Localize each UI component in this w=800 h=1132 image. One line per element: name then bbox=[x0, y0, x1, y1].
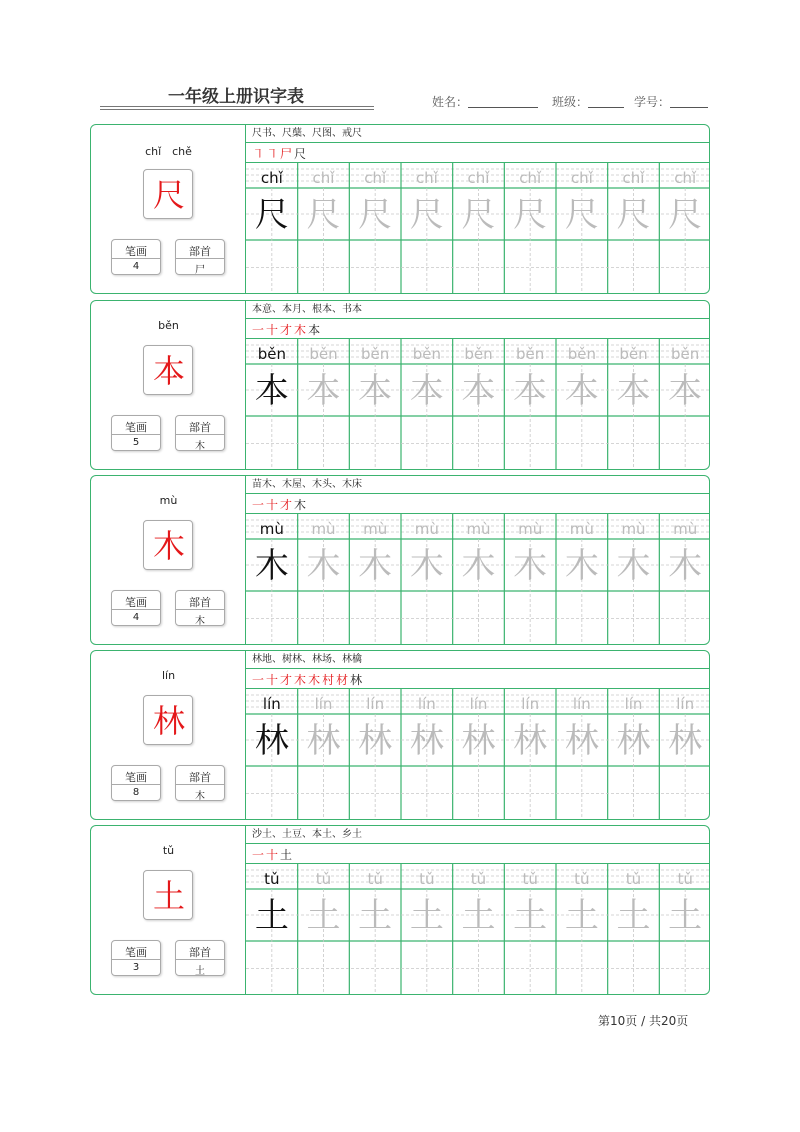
trace-char: 木 bbox=[564, 546, 599, 586]
trace-char: 尺 bbox=[513, 195, 548, 235]
stroke-step: 土 bbox=[280, 848, 293, 862]
char-display-box bbox=[143, 870, 193, 920]
trace-pinyin: lín bbox=[676, 695, 695, 713]
trace-char: 木 bbox=[306, 546, 341, 586]
radical-label: 部首 bbox=[189, 946, 211, 959]
char-display-box bbox=[143, 169, 193, 219]
page-number: 第10页 / 共20页 bbox=[598, 1014, 689, 1028]
title-underline-2 bbox=[100, 109, 374, 110]
trace-pinyin: mù bbox=[518, 520, 543, 538]
char-info-panel bbox=[91, 125, 246, 293]
trace-pinyin: mù bbox=[311, 520, 336, 538]
page-title: 一年级上册识字表 bbox=[168, 87, 304, 107]
stroke-step: 尺 bbox=[294, 147, 307, 161]
stroke-step: ㇕ bbox=[252, 147, 265, 161]
trace-char: 土 bbox=[409, 896, 444, 936]
trace-char: 林 bbox=[564, 721, 599, 761]
stroke-step: 木 bbox=[294, 498, 307, 512]
trace-pinyin: tǔ bbox=[264, 870, 280, 888]
student-id-field[interactable] bbox=[634, 93, 708, 110]
stroke-order bbox=[246, 494, 710, 514]
char-info-panel bbox=[91, 826, 246, 994]
trace-pinyin: běn bbox=[412, 345, 441, 363]
example-words: 林地、树林、林场、林檎 bbox=[246, 651, 710, 669]
stroke-step: 本 bbox=[308, 323, 321, 337]
trace-char: 林 bbox=[616, 721, 651, 761]
char-display: 土 bbox=[152, 877, 185, 915]
trace-char: 林 bbox=[409, 721, 444, 761]
char-info-panel bbox=[91, 651, 246, 819]
practice-grid[interactable] bbox=[246, 689, 710, 820]
practice-panel bbox=[246, 826, 710, 994]
trace-char: 尺 bbox=[668, 195, 703, 235]
trace-pinyin: chǐ bbox=[467, 169, 490, 187]
trace-pinyin: chǐ bbox=[312, 169, 335, 187]
trace-pinyin: tǔ bbox=[574, 870, 590, 888]
radical-label: 部首 bbox=[189, 596, 211, 609]
stroke-count-label: 笔画 bbox=[125, 421, 147, 434]
stroke-step: 尸 bbox=[280, 147, 293, 161]
trace-pinyin: tǔ bbox=[625, 870, 642, 888]
stroke-step: 十 bbox=[266, 673, 279, 687]
trace-char: 林 bbox=[668, 721, 703, 761]
trace-char: 土 bbox=[668, 896, 703, 936]
trace-pinyin: lín bbox=[572, 695, 591, 713]
stroke-count-box bbox=[111, 415, 161, 451]
stroke-step: 木 bbox=[294, 323, 307, 337]
trace-char: 林 bbox=[461, 721, 496, 761]
trace-pinyin: mù bbox=[673, 520, 698, 538]
trace-pinyin: lín bbox=[469, 695, 488, 713]
radical-label: 部首 bbox=[189, 771, 211, 784]
practice-grid[interactable] bbox=[246, 163, 710, 294]
radical-value: 土 bbox=[195, 966, 205, 977]
stroke-step: 十 bbox=[266, 498, 279, 512]
trace-pinyin: lín bbox=[624, 695, 643, 713]
radical-value: 木 bbox=[195, 791, 205, 802]
trace-pinyin: lín bbox=[314, 695, 333, 713]
trace-pinyin: mù bbox=[363, 520, 388, 538]
stroke-order bbox=[246, 319, 710, 339]
name-blank[interactable] bbox=[468, 95, 538, 108]
char-entry bbox=[90, 300, 710, 470]
radical-box bbox=[175, 415, 225, 451]
model-char: 本 bbox=[254, 371, 289, 411]
stroke-order bbox=[246, 143, 710, 163]
stroke-step: 一 bbox=[252, 848, 265, 862]
char-display-box bbox=[143, 695, 193, 745]
trace-pinyin: běn bbox=[567, 345, 596, 363]
stroke-count-label: 笔画 bbox=[125, 946, 147, 959]
page-header bbox=[0, 0, 800, 120]
model-char: 土 bbox=[254, 896, 289, 936]
practice-panel bbox=[246, 125, 710, 293]
practice-panel bbox=[246, 476, 710, 644]
trace-pinyin: běn bbox=[671, 345, 700, 363]
char-pinyin: tǔ bbox=[162, 844, 175, 857]
char-display: 林 bbox=[152, 702, 185, 740]
char-display: 尺 bbox=[152, 176, 185, 214]
trace-pinyin: tǔ bbox=[367, 870, 383, 888]
trace-pinyin: chǐ bbox=[364, 169, 387, 187]
stroke-step: 才 bbox=[280, 498, 293, 512]
stroke-step: 一 bbox=[252, 673, 265, 687]
trace-char: 尺 bbox=[461, 195, 496, 235]
name-label: 姓名： bbox=[432, 95, 469, 109]
trace-pinyin: mù bbox=[569, 520, 594, 538]
trace-pinyin: lín bbox=[366, 695, 385, 713]
trace-char: 木 bbox=[409, 546, 444, 586]
stroke-step: 才 bbox=[280, 673, 293, 687]
trace-pinyin: chǐ bbox=[260, 169, 283, 187]
trace-char: 本 bbox=[409, 371, 444, 411]
char-display-box bbox=[143, 345, 193, 395]
trace-char: 尺 bbox=[306, 195, 341, 235]
stroke-step: 材 bbox=[336, 673, 349, 687]
stroke-count-value: 3 bbox=[132, 962, 140, 973]
trace-char: 土 bbox=[564, 896, 599, 936]
trace-pinyin: tǔ bbox=[315, 870, 332, 888]
radical-box bbox=[175, 590, 225, 626]
example-words: 苗木、木屋、木头、木床 bbox=[246, 476, 710, 494]
trace-char: 土 bbox=[616, 896, 651, 936]
stroke-order bbox=[246, 669, 710, 689]
stroke-count-value: 8 bbox=[132, 787, 140, 798]
char-entry bbox=[90, 475, 710, 645]
trace-pinyin: běn bbox=[309, 345, 338, 363]
trace-char: 本 bbox=[513, 371, 548, 411]
stroke-step: 村 bbox=[322, 673, 335, 687]
stroke-count-value: 4 bbox=[132, 261, 140, 272]
char-info-panel bbox=[91, 301, 246, 469]
name-field[interactable] bbox=[432, 93, 538, 110]
char-pinyin: lín bbox=[161, 669, 176, 682]
trace-pinyin: lín bbox=[417, 695, 436, 713]
trace-char: 木 bbox=[358, 546, 393, 586]
stroke-step: ㇕ bbox=[266, 147, 279, 161]
trace-pinyin: chǐ bbox=[622, 169, 645, 187]
radical-box bbox=[175, 765, 225, 801]
trace-char: 土 bbox=[306, 896, 341, 936]
trace-char: 木 bbox=[513, 546, 548, 586]
stroke-count-box bbox=[111, 239, 161, 275]
example-words: 沙土、土豆、本土、乡土 bbox=[246, 826, 710, 844]
trace-pinyin: běn bbox=[464, 345, 493, 363]
model-char: 木 bbox=[254, 546, 289, 586]
radical-box bbox=[175, 940, 225, 976]
trace-char: 木 bbox=[668, 546, 703, 586]
trace-char: 本 bbox=[358, 371, 393, 411]
char-entry bbox=[90, 650, 710, 820]
stroke-step: 木 bbox=[308, 673, 321, 687]
trace-pinyin: běn bbox=[516, 345, 545, 363]
radical-label: 部首 bbox=[189, 245, 211, 258]
stroke-count-label: 笔画 bbox=[125, 771, 147, 784]
trace-char: 尺 bbox=[409, 195, 444, 235]
model-char: 尺 bbox=[254, 195, 289, 235]
trace-char: 木 bbox=[616, 546, 651, 586]
trace-char: 本 bbox=[461, 371, 496, 411]
trace-char: 木 bbox=[461, 546, 496, 586]
trace-pinyin: tǔ bbox=[522, 870, 538, 888]
student-id-label: 学号： bbox=[634, 95, 671, 109]
stroke-count-label: 笔画 bbox=[125, 245, 147, 258]
trace-pinyin: chǐ bbox=[415, 169, 438, 187]
stroke-count-box bbox=[111, 940, 161, 976]
class-label: 班级： bbox=[552, 95, 589, 109]
stroke-count-box bbox=[111, 765, 161, 801]
student-id-blank[interactable] bbox=[670, 95, 708, 108]
char-entry bbox=[90, 124, 710, 294]
trace-pinyin: mù bbox=[466, 520, 491, 538]
trace-pinyin: tǔ bbox=[419, 870, 435, 888]
trace-char: 尺 bbox=[616, 195, 651, 235]
practice-grid[interactable] bbox=[246, 864, 710, 995]
char-display: 木 bbox=[152, 527, 185, 565]
trace-pinyin: běn bbox=[619, 345, 648, 363]
trace-pinyin: lín bbox=[262, 695, 281, 713]
stroke-step: 才 bbox=[280, 323, 293, 337]
trace-pinyin: běn bbox=[257, 345, 286, 363]
trace-char: 本 bbox=[668, 371, 703, 411]
stroke-step: 十 bbox=[266, 323, 279, 337]
stroke-count-value: 4 bbox=[132, 612, 140, 623]
example-words: 尺书、尺蘖、尺图、戒尺 bbox=[246, 125, 710, 143]
trace-char: 土 bbox=[513, 896, 548, 936]
char-display: 本 bbox=[152, 352, 185, 390]
trace-pinyin: lín bbox=[521, 695, 540, 713]
trace-char: 本 bbox=[306, 371, 341, 411]
trace-pinyin: běn bbox=[361, 345, 390, 363]
stroke-step: 一 bbox=[252, 323, 265, 337]
radical-box bbox=[175, 239, 225, 275]
practice-grid[interactable] bbox=[246, 339, 710, 470]
stroke-count-label: 笔画 bbox=[125, 596, 147, 609]
stroke-count-box bbox=[111, 590, 161, 626]
trace-char: 尺 bbox=[564, 195, 599, 235]
radical-value: 木 bbox=[195, 616, 205, 627]
practice-grid[interactable] bbox=[246, 514, 710, 645]
trace-char: 土 bbox=[358, 896, 393, 936]
char-pinyin: běn bbox=[158, 319, 179, 332]
model-char: 林 bbox=[254, 721, 289, 761]
class-field[interactable] bbox=[552, 93, 624, 110]
radical-value: 木 bbox=[195, 441, 205, 452]
stroke-step: 一 bbox=[252, 498, 265, 512]
trace-pinyin: chǐ bbox=[570, 169, 593, 187]
char-pinyin: chǐ chě bbox=[145, 145, 192, 158]
stroke-order bbox=[246, 844, 710, 864]
char-entry bbox=[90, 825, 710, 995]
trace-char: 林 bbox=[358, 721, 393, 761]
trace-char: 本 bbox=[616, 371, 651, 411]
example-words: 本意、本月、根本、书本 bbox=[246, 301, 710, 319]
trace-pinyin: mù bbox=[259, 520, 284, 538]
trace-pinyin: chǐ bbox=[674, 169, 697, 187]
char-info-panel bbox=[91, 476, 246, 644]
trace-pinyin: chǐ bbox=[519, 169, 542, 187]
practice-panel bbox=[246, 651, 710, 819]
trace-char: 林 bbox=[513, 721, 548, 761]
title-underline bbox=[100, 106, 374, 107]
trace-pinyin: mù bbox=[414, 520, 439, 538]
char-display-box bbox=[143, 520, 193, 570]
trace-char: 尺 bbox=[358, 195, 393, 235]
class-blank[interactable] bbox=[588, 95, 624, 108]
trace-pinyin: tǔ bbox=[470, 870, 487, 888]
trace-pinyin: tǔ bbox=[677, 870, 693, 888]
stroke-count-value: 5 bbox=[132, 437, 140, 448]
char-pinyin: mù bbox=[159, 494, 178, 507]
trace-char: 本 bbox=[564, 371, 599, 411]
trace-char: 林 bbox=[306, 721, 341, 761]
trace-pinyin: mù bbox=[621, 520, 646, 538]
practice-panel bbox=[246, 301, 710, 469]
stroke-step: 木 bbox=[294, 673, 307, 687]
radical-label: 部首 bbox=[189, 421, 211, 434]
radical-value: 尸 bbox=[195, 265, 205, 276]
trace-char: 土 bbox=[461, 896, 496, 936]
stroke-step: 林 bbox=[350, 673, 363, 687]
stroke-step: 十 bbox=[266, 848, 279, 862]
